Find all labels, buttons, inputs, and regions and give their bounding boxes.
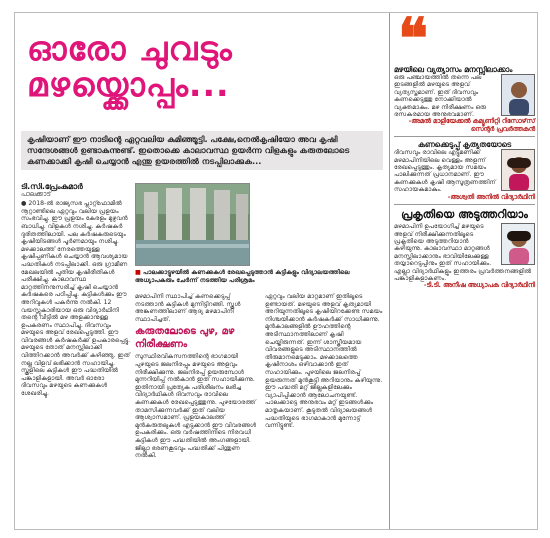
quote-2-heading: കണക്കെടുപ്പ് കൃത്യതയോടെ	[417, 140, 512, 150]
quote-2	[394, 140, 535, 201]
quote-3-text: മഴമാപിനി ഉപയോഗിച്ച് മഴയുടെ അളവ് നിരീക്ഷിക്കുന്നതിലൂടെ പ്രകൃതിയെ അടുത്തറിയാൻ കഴിയുന്നു. കാലാവസ്ഥാ മാറ്റങ്ങൾ മനസ്സിലാക്കാനും ഭാവിയിലേക്കുള്ള തയ്യാറെടുപ്പിനും ഇത് സഹായിക്കും. എല്ലാ വിദ്യാർഥികളും ഇത്തരം പ്രവർത്തനങ്ങളിൽ പങ്കാളികളാകണം.	[394, 223, 532, 282]
quote-1-name: -അമൽ മാളിയേക്കൽ കമ്യൂണിറ്റി റിസോഴ്‌സ് സെന്റർ പ്രവർത്തകൻ	[408, 118, 535, 133]
portrait-1-image	[502, 75, 535, 116]
headline-line-2: മഴയ്ക്കൊപ്പം...	[27, 65, 230, 104]
subheading: കരുതലോടെ പുഴ, മഴ നിരീക്ഷണം	[135, 326, 235, 351]
quote-3	[394, 208, 535, 290]
column-2	[135, 293, 260, 528]
portrait-1	[501, 74, 535, 116]
byline-place: പാലക്കാട്	[21, 189, 51, 198]
quote-1-heading: മഴയിലെ വ്യത്യാസം മനസ്സിലാക്കാം	[394, 65, 513, 74]
headline	[27, 31, 382, 103]
main-article	[15, 13, 389, 529]
byline-author: ടി.സി.പ്രേംകുമാർ	[21, 183, 83, 191]
sidebar-quotes	[389, 13, 538, 529]
dam-photo	[135, 183, 250, 266]
column-2-text: സുസ്ഥിരവികസനത്തിന്റെ ഭാഗമായി പുഴയുടെ ജലനിരപ്പും മഴയുടെ അളവും നിരീക്ഷിക്കുന്നു. ജലനിരപ്പ് ഉയരുമ്പോൾ മുന്നറിയിപ്പ് നൽകാൻ ഇത് സഹായിക്കുന്നു. ഇതിനായി പ്രത്യേക പരിശീലനം ലഭിച്ച വിദ്യാർഥികൾ ദിവസവും രാവിലെ കണക്കുകൾ രേഖപ്പെടുത്തുന്നു. പുഴയോരത്ത് താമസിക്കുന്നവർക്ക് ഇത് വലിയ ആശ്വാസമാണ്. പ്രളയകാലത്ത് മുൻകരുതലുകൾ എടുക്കാൻ ഈ വിവരങ്ങൾ ഉപകരിക്കും. ഒരു വർഷത്തിനിടെ നിരവധി കുട്ടികൾ ഈ പദ്ധതിയിൽ അംഗങ്ങളായി. ജില്ലാ ഭരണകൂടവും പദ്ധതിക്ക് പിന്തുണ നൽകി.	[135, 353, 257, 460]
divider	[394, 204, 535, 205]
lead-paragraph: കൃഷിയാണ് ഈ നാടിന്റെ ഏറ്റവലിയ കുമിഞ്ഞൂട്ടി. പക്ഷേ,നെൽകൃഷിയോ അവ കൃഷി സന്ദേശങ്ങൾ ഉണ്ടാകുന്നുണ്ട്. ഇതൊക്കെ കാലാവസ്ഥ ഉയർന്ന വിളകളും കരുതലോടെ കണക്കാക്കി കൃഷി ചെയ്യാൻ എന്തു ഉയരത്തിൽ നടപ്പിലാക്കുക...	[21, 131, 383, 170]
portrait-2	[501, 149, 535, 191]
quote-3-heading: പ്രകൃതിയെ അടുത്തറിയാം	[401, 208, 528, 222]
column-1	[21, 183, 131, 528]
newspaper-page	[14, 12, 538, 530]
quote-2-text: ദിവസവും രാവിലെ എട്ടുമണിക്ക് മഴമാപിനിയിലെ വെള്ളം അളന്ന് രേഖപ്പെടുത്തും. കൃത്യമായ സമയം പാലിക്കുന്നത് പ്രധാനമാണ്. ഈ കണക്കുകൾ കൃഷി ആസൂത്രണത്തിന് സഹായകമാകും.	[394, 149, 496, 194]
column-2-intro: മഴമാപിനി സ്ഥാപിച്ച് കണക്കെടുപ്പ് നടത്താൻ കുട്ടികൾ മുന്നിട്ടിറങ്ങി. സ്കൂൾ അങ്കണത്തിലാണ് ആദ്യ മഴമാപിനി സ്ഥാപിച്ചത്.	[135, 293, 241, 323]
quote-1	[394, 65, 535, 133]
divider	[394, 136, 535, 137]
column-3	[265, 293, 385, 528]
headline-line-1: ഓരോ ചുവടും	[27, 29, 233, 68]
portrait-3-image	[502, 224, 535, 265]
quote-2-name: -അശ്വതി അനിൽ വിദ്യാർഥിനി	[447, 193, 535, 201]
column-3-text: ഏറ്റവും വലിയ മാറ്റമാണ് ഇതിലൂടെ ഉണ്ടായത്. മഴയുടെ അളവ് കൃത്യമായി അറിയുന്നതിലൂടെ കൃഷിയിറക്കേണ്ട സമയം നിശ്ചയിക്കാൻ കർഷകർക്ക് സാധിക്കുന്നു. മുൻകാലങ്ങളിൽ ഊഹത്തിന്റെ അടിസ്ഥാനത്തിലാണ് കൃഷി ചെയ്തിരുന്നത്. ഇന്ന് ശാസ്ത്രീയമായ വിവരങ്ങളുടെ അടിസ്ഥാനത്തിൽ തീരുമാനമെടുക്കാം. മഴക്കാലത്തെ കൃഷിനാശം ഒഴിവാക്കാൻ ഇത് സഹായിക്കും. പുഴയിലെ ജലനിരപ്പ് ഉയരുന്നത് മുൻകൂട്ടി അറിയാനും കഴിയുന്നു. ഈ പദ്ധതി മറ്റ് ജില്ലകളിലേക്കും വ്യാപിപ്പിക്കാൻ ആലോചനയുണ്ട്. പാലക്കാട്ടെ അനുഭവം മറ്റ് ഇടങ്ങൾക്കും മാതൃകയാണ്. കൂടുതൽ വിദ്യാലയങ്ങൾ പദ്ധതിയുടെ ഭാഗമാകാൻ മുന്നോട്ട് വന്നിട്ടുണ്ട്.	[265, 293, 383, 430]
quote-1-text: ഒരു പഞ്ചായത്തിൽ തന്നെ പല ഇടങ്ങളിൽ മഴയുടെ അളവ് വ്യത്യസ്തമാണ്. ഇത് ദിവസവും കണക്കെടുത്തു നോക്കിയാൽ വ്യക്തമാകും. മഴ നിരീക്ഷണം ഒരു രസകരമായ അനുഭവമാണ്.	[394, 74, 486, 119]
portrait-2-image	[502, 150, 535, 191]
photo-caption: ■ പാലക്കാട്ടുഴയിൽ കണക്കുകൾ രേഖപ്പെടുത്താൻ കുട്ടികളും വിദ്യാലയത്തിലെ അധ്യാപകരും ചേർന്ന് നടത്തിയ പരിശ്രമം	[135, 269, 350, 284]
quote-3-name: -ടി.ടി. അനീഷ അധ്യാപക വിദ്യാർഥിനി	[423, 282, 535, 290]
photo-caption-text: പാലക്കാട്ടുഴയിൽ കണക്കുകൾ രേഖപ്പെടുത്താൻ കുട്ടികളും വിദ്യാലയത്തിലെ അധ്യാപകരും ചേർന്ന് നടത്തിയ പരിശ്രമം	[135, 269, 350, 284]
column-1-text: ● 2018-ൽ രാജ്യസഭ പ്ലാറ്റ്ഫോമിൽ നൂറ്റാണ്ടിലെ ഏറ്റവും വലിയ പ്രളയം സംഭവിച്ചു. ഈ പ്രളയം കേരളം മുഴുവൻ ബാധിച്ചു. വിളകൾ നശിച്ചു. കർഷകർ ദുരിതത്തിലായി. പല കർഷകരുടെയും കൃഷിയിടങ്ങൾ പൂർണമായും നശിച്ചു. മഴക്കാലത്ത് നേരത്തെയുള്ള കൃഷിപ്പണികൾ ചെയ്യാൻ ആവശ്യമായ പദ്ധതികൾ നടപ്പിലാക്കി. ഒരു ഗ്രാമീണ മേഖലയിൽ പുതിയ കൃഷിരീതികൾ പരീക്ഷിച്ചു. കാലാവസ്ഥ മാറ്റത്തിനനുസരിച്ച് കൃഷി ചെയ്യാൻ കർഷകരെ പഠിപ്പിച്ചു. കുട്ടികൾക്കും ഈ അറിവുകൾ പകർന്നു നൽകി. 12 വയസ്സുകാരിയായ ഒരു വിദ്യാർഥിനി തന്റെ വീട്ടിൽ മഴ അളക്കാനുള്ള ഉപകരണം സ്ഥാപിച്ചു. ദിവസവും മഴയുടെ അളവ് രേഖപ്പെടുത്തി. ഈ വിവരങ്ങൾ കർഷകർക്ക് ഉപകാരപ്പെട്ടു. മഴയുടെ തോത് മനസ്സിലാക്കി വിത്തിറക്കാൻ അവർക്ക് കഴിഞ്ഞു. ഇത് നല്ല വിളവ് ലഭിക്കാൻ സഹായിച്ചു. സ്കൂളിലെ കുട്ടികൾ ഈ പദ്ധതിയിൽ പങ്കാളികളായി. അവർ ഓരോ ദിവസവും മഴയുടെ കണക്കുകൾ ശേഖരിച്ചു.	[21, 200, 131, 398]
portrait-3	[501, 223, 535, 265]
quote-mark-icon: ❝	[398, 12, 429, 72]
dam-photo-image	[136, 184, 250, 266]
